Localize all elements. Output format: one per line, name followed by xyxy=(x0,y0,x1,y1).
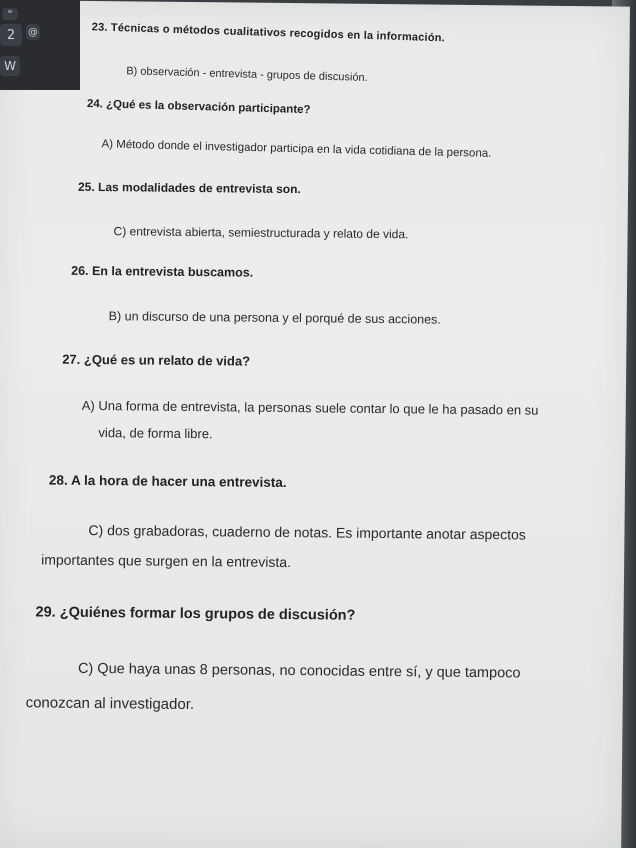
answer-28-line1: C) dos grabadoras, cuaderno de notas. Es importante anotar aspectos xyxy=(88,521,526,543)
answer-27-line2: vida, de forma libre. xyxy=(98,425,213,442)
key-2: 2 xyxy=(0,24,22,46)
key-at: @ xyxy=(26,24,40,40)
keyboard-corner xyxy=(0,0,80,90)
answer-23: B) observación - entrevista - grupos de discusión. xyxy=(126,65,368,84)
question-27: 27. ¿Qué es un relato de vida? xyxy=(62,351,251,369)
question-29: 29. ¿Quiénes formar los grupos de discusión? xyxy=(35,604,356,624)
answer-29-line2: conozcan al investigador. xyxy=(25,694,195,714)
answer-26: B) un discurso de una persona y el porqué de sus acciones. xyxy=(108,309,441,327)
key-w: W xyxy=(0,56,20,76)
question-26: 26. En la entrevista buscamos. xyxy=(71,263,254,280)
answer-27-line1: A) Una forma de entrevista, la personas suele contar lo que le ha pasado en su xyxy=(81,397,539,418)
answer-24: A) Método donde el investigador participa en la vida cotidiana de la persona. xyxy=(101,138,492,160)
question-23: 23. Técnicas o métodos cualitativos recogidos en la información. xyxy=(91,21,446,45)
question-28: 28. A la hora de hacer una entrevista. xyxy=(48,472,287,491)
answer-29-line1: C) Que haya unas 8 personas, no conocidas entre sí, y que tampoco xyxy=(77,660,521,682)
question-24: 24. ¿Qué es la observación participante? xyxy=(86,97,311,117)
answer-25: C) entrevista abierta, semiestructurada y relato de vida. xyxy=(113,224,409,242)
question-25: 25. Las modalidades de entrevista son. xyxy=(77,179,301,197)
answer-28-line2: importantes que surgen en la entrevista. xyxy=(41,551,292,571)
key-quote: " xyxy=(2,8,18,20)
